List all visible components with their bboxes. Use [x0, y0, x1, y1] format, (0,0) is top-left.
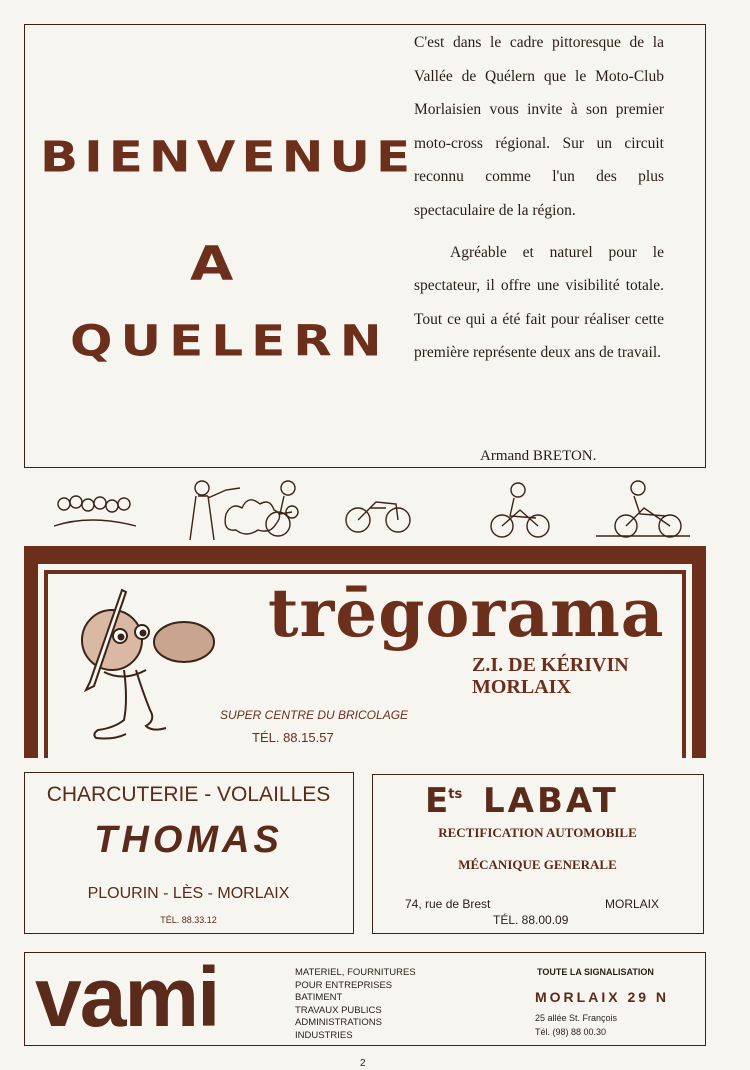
intro-paragraph-2: Agréable et naturel pour le spectateur, il offre une visibilité totale. Tout ce qui a été fait pour réaliser cette première représente deux ans de travail. — [414, 243, 664, 362]
vami-service-item: TRAVAUX PUBLICS — [295, 1004, 382, 1016]
tregorama-phone: TÉL. 88.15.57 — [252, 730, 334, 745]
motocross-bike-icon — [346, 502, 410, 532]
pencil-mascot-illustration — [64, 586, 224, 750]
vami-city: MORLAIX 29 N — [535, 989, 670, 1005]
labat-ets — [425, 781, 462, 821]
vami-service-item: POUR ENTREPRISES — [295, 979, 393, 991]
tregorama-ad — [24, 546, 706, 758]
vami-ad — [24, 952, 706, 1046]
labat-ets-sup: ts — [448, 786, 463, 802]
signature: Armand BRETON. — [480, 448, 597, 464]
crowd-riders-icon — [54, 496, 136, 526]
vami-service-item: BATIMENT — [295, 992, 343, 1004]
labat-city: MORLAIX — [605, 897, 660, 911]
thomas-ad — [24, 772, 354, 934]
labat-address: 74, rue de Brest — [405, 897, 491, 911]
vami-service-item: INDUSTRIES — [295, 1029, 353, 1041]
page-number: 2 — [360, 1058, 366, 1069]
flag-marshal-icon — [190, 481, 240, 540]
labat-brand: LABAT — [483, 781, 619, 821]
vami-service-item: MATERIEL, FOURNITURES — [295, 967, 416, 978]
intro-paragraph-1: C'est dans le cadre pittoresque de la Vallée de Quélern que le Moto-Club Morlaisien vous invite à son premier moto-cross régional. Sur un circuit reconnu comme l'un des plus spectaculaire de la région. — [414, 34, 664, 219]
motocross-bike-icon — [596, 481, 690, 537]
tregorama-tagline: SUPER CENTRE DU BRICOLAGE — [220, 708, 409, 722]
vami-address: 25 allée St. François — [535, 1013, 618, 1023]
thomas-city: PLOURIN - LÈS - MORLAIX — [87, 885, 290, 902]
tregorama-address: Z.I. DE KÉRIVIN — [472, 654, 629, 676]
labat-ets-letter: E — [425, 781, 449, 821]
thomas-brand: THOMAS — [94, 819, 283, 861]
labat-phone: TÉL. 88.00.09 — [493, 913, 569, 927]
tregorama-brand: trēgorama — [268, 574, 665, 652]
thomas-phone: TÉL. 88.33.12 — [160, 915, 217, 925]
title-bienvenue: BIENVENUE — [40, 132, 417, 182]
vami-services — [295, 967, 416, 1043]
title-a: A — [190, 236, 237, 293]
motocross-bike-icon — [491, 483, 549, 537]
motocross-cartoon-strip — [40, 474, 720, 544]
vami-signalisation: TOUTE LA SIGNALISATION — [537, 967, 654, 977]
labat-service-1: RECTIFICATION AUTOMOBILE — [438, 825, 637, 840]
thomas-heading: CHARCUTERIE - VOLAILLES — [46, 783, 331, 806]
labat-service-2: MÉCANIQUE GENERALE — [458, 857, 617, 872]
tregorama-city: MORLAIX — [472, 676, 571, 698]
motocross-bike-icon — [266, 481, 298, 536]
labat-ad — [372, 774, 704, 934]
title-quelern: QUELERN — [70, 316, 390, 366]
dust-cloud-icon — [225, 500, 279, 534]
vami-service-item: ADMINISTRATIONS — [295, 1017, 382, 1029]
vami-logo: vami — [35, 950, 219, 1044]
vami-phone: Tél. (98) 88 00.30 — [535, 1027, 607, 1037]
intro-text — [414, 26, 664, 370]
